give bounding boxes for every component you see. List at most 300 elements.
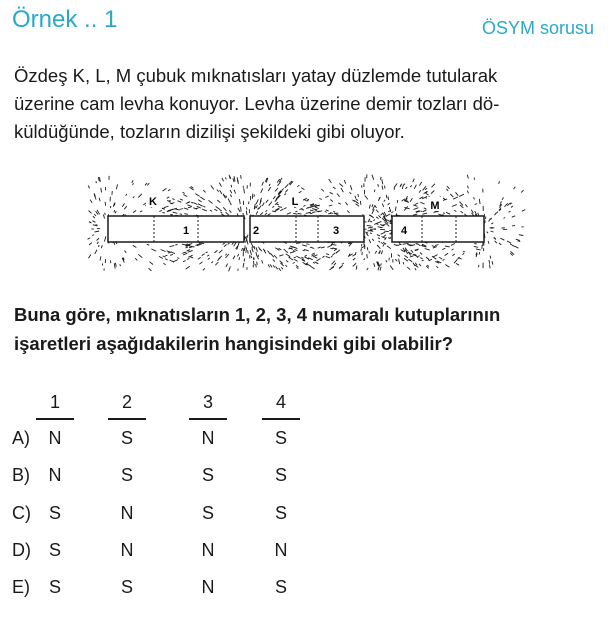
iron-filing: [500, 238, 504, 240]
iron-filing: [491, 223, 493, 224]
iron-filing: [420, 202, 424, 204]
iron-filing: [135, 258, 137, 260]
iron-filing: [414, 185, 416, 189]
iron-filing: [370, 233, 372, 234]
iron-filing: [161, 250, 166, 252]
iron-filing: [200, 197, 204, 200]
iron-filing: [452, 249, 454, 250]
iron-filing: [403, 184, 405, 186]
iron-filing: [522, 210, 525, 212]
iron-filing: [339, 184, 343, 187]
iron-filing: [98, 177, 99, 181]
iron-filing: [88, 186, 89, 189]
iron-filing: [315, 257, 318, 258]
iron-filing: [380, 177, 381, 180]
iron-filing: [377, 235, 380, 236]
option-b-letter[interactable]: B): [12, 465, 30, 485]
iron-filing: [94, 214, 96, 216]
iron-filing: [186, 244, 188, 245]
iron-filing: [390, 266, 393, 270]
iron-filing: [98, 245, 99, 247]
iron-filing: [386, 214, 390, 216]
iron-filing: [365, 196, 368, 200]
iron-filing: [205, 210, 208, 211]
iron-filing: [424, 208, 427, 209]
iron-filing: [114, 263, 115, 268]
iron-filing: [273, 265, 275, 267]
iron-filing: [233, 256, 235, 259]
iron-filing: [149, 268, 152, 271]
iron-filing: [413, 214, 417, 215]
iron-filing: [356, 266, 357, 270]
iron-filing: [383, 225, 386, 226]
iron-filing: [222, 178, 224, 182]
iron-filing: [120, 264, 121, 266]
iron-filing: [170, 254, 173, 255]
iron-filing: [336, 250, 340, 253]
iron-filing: [233, 178, 234, 182]
iron-filing: [479, 199, 480, 204]
option-a-cell: S: [120, 428, 133, 448]
iron-filing: [88, 238, 91, 239]
iron-filing: [175, 245, 177, 246]
iron-filing: [369, 205, 370, 209]
iron-filing: [243, 263, 244, 268]
iron-filing: [410, 185, 412, 187]
iron-filing: [367, 268, 368, 270]
iron-filing: [394, 183, 397, 187]
iron-filing: [273, 196, 275, 199]
iron-filing: [254, 261, 255, 265]
iron-filing: [93, 216, 95, 218]
iron-filing: [417, 243, 421, 245]
header-underline: [108, 418, 146, 420]
header-underline: [36, 418, 74, 420]
option-d-cell: N: [201, 540, 215, 560]
option-c-letter[interactable]: C): [12, 503, 31, 523]
iron-filing: [96, 181, 97, 183]
iron-filing: [378, 215, 381, 218]
iron-filing: [147, 183, 149, 185]
iron-filing: [435, 245, 438, 246]
iron-filing: [379, 241, 381, 242]
iron-filing: [293, 213, 297, 214]
iron-filing: [278, 206, 282, 207]
stem-line: küldüğünde, tozların dizilişi şekildeki gibi oluyor.: [14, 121, 405, 142]
column-header-2: 2: [121, 392, 132, 412]
iron-filing: [88, 255, 91, 259]
iron-filing: [90, 200, 92, 203]
iron-filing: [315, 210, 317, 211]
iron-filing: [426, 193, 429, 195]
iron-filing: [238, 269, 239, 271]
iron-filing: [243, 248, 244, 251]
option-b-cell: N: [48, 465, 62, 485]
iron-filing: [499, 181, 500, 184]
iron-filing: [302, 210, 304, 211]
iron-filing: [322, 256, 324, 258]
iron-filing: [514, 187, 516, 189]
iron-filing: [285, 190, 288, 193]
iron-filing: [378, 238, 380, 239]
iron-filing: [358, 194, 359, 197]
iron-filing: [97, 242, 99, 244]
iron-filing: [410, 256, 414, 257]
iron-filing: [446, 189, 448, 191]
iron-filing: [334, 263, 336, 265]
iron-filing: [188, 207, 191, 208]
iron-filing: [304, 249, 309, 251]
question-line: Buna göre, mıknatısların 1, 2, 3, 4 numaralı kutuplarının: [14, 304, 501, 325]
iron-filing: [304, 199, 307, 200]
iron-filing: [386, 195, 387, 199]
iron-filing: [367, 225, 372, 226]
iron-filing: [433, 255, 437, 257]
iron-filing: [226, 264, 228, 268]
iron-filing: [439, 257, 442, 259]
iron-filing: [265, 213, 267, 215]
iron-filing: [332, 248, 336, 249]
iron-filing: [180, 214, 182, 215]
iron-filing: [125, 251, 127, 253]
iron-filing: [452, 205, 457, 207]
iron-filing: [332, 261, 335, 265]
iron-filing: [342, 263, 344, 264]
option-d-cell: N: [120, 540, 134, 560]
iron-filing: [420, 253, 422, 255]
iron-filing: [504, 218, 506, 219]
iron-filing: [122, 203, 124, 207]
option-e-letter[interactable]: E): [12, 577, 30, 597]
iron-filing: [268, 187, 271, 191]
iron-filing: [254, 246, 255, 249]
iron-filing: [474, 197, 475, 199]
iron-filing: [115, 263, 116, 267]
iron-filing: [279, 255, 283, 256]
option-b-cell: S: [201, 465, 214, 485]
iron-filing: [465, 204, 467, 207]
iron-filing: [399, 244, 402, 245]
iron-filing: [187, 205, 192, 207]
iron-filing: [269, 184, 270, 186]
iron-filing: [367, 247, 368, 250]
iron-filing: [163, 263, 165, 264]
iron-filing: [219, 250, 223, 253]
stem-line: Özdeş K, L, M çubuk mıknatısları yatay düzlemde tutularak: [14, 65, 498, 86]
iron-filing: [164, 206, 169, 208]
iron-filing: [90, 222, 92, 223]
iron-filing: [507, 241, 511, 243]
iron-filing: [147, 244, 150, 245]
iron-filing: [445, 246, 450, 247]
iron-filing: [384, 200, 385, 202]
iron-filing: [133, 211, 136, 213]
iron-filing: [380, 267, 381, 271]
iron-filing: [99, 198, 100, 201]
iron-filing: [266, 210, 268, 211]
iron-filing: [214, 250, 217, 253]
iron-filing: [467, 175, 468, 179]
iron-filing: [382, 204, 383, 208]
iron-filing: [375, 251, 377, 254]
iron-filing: [510, 244, 514, 247]
iron-filing: [372, 239, 374, 241]
iron-filing: [293, 262, 295, 263]
header-underline: [189, 418, 227, 420]
iron-filing: [138, 254, 142, 257]
magnet-label-l: L: [291, 196, 299, 208]
iron-filing: [364, 258, 366, 260]
iron-filing: [198, 204, 203, 207]
option-d-cell: S: [48, 540, 61, 560]
iron-filing: [234, 176, 235, 181]
iron-filing: [165, 259, 168, 260]
iron-filing: [217, 200, 220, 203]
iron-filing: [495, 213, 497, 216]
iron-filing: [260, 249, 262, 252]
iron-filing: [294, 257, 296, 258]
iron-filing: [403, 262, 404, 264]
iron-filing: [315, 207, 319, 209]
iron-filing: [374, 263, 375, 267]
iron-filing: [420, 211, 422, 212]
iron-filing: [183, 192, 185, 193]
iron-filing: [331, 267, 333, 269]
iron-filing: [262, 203, 264, 206]
iron-filing: [275, 248, 278, 250]
iron-filing: [203, 206, 205, 207]
option-e-cell: S: [120, 577, 133, 597]
iron-filing: [467, 191, 468, 194]
iron-filing: [216, 207, 220, 210]
iron-filing: [247, 239, 248, 244]
iron-filing: [350, 192, 352, 194]
iron-filing: [279, 268, 281, 271]
iron-filing: [495, 241, 497, 243]
iron-filing: [360, 201, 361, 205]
iron-filing: [475, 204, 477, 205]
iron-filing: [404, 258, 408, 261]
iron-filing: [494, 237, 496, 239]
iron-filing: [238, 208, 240, 212]
iron-filing: [313, 262, 315, 263]
iron-filing: [186, 247, 188, 248]
iron-filing: [256, 264, 257, 267]
iron-filing: [415, 263, 417, 266]
iron-filing: [373, 220, 375, 221]
iron-filing: [490, 256, 491, 259]
iron-filing: [186, 266, 190, 269]
iron-filing: [383, 235, 386, 237]
iron-filing: [189, 247, 192, 248]
pole-label-1: 1: [182, 225, 190, 237]
iron-filing: [219, 209, 221, 211]
iron-filing: [307, 200, 309, 201]
iron-filing: [230, 202, 231, 205]
iron-filing: [256, 247, 257, 251]
iron-filing: [432, 184, 436, 188]
iron-filing: [395, 259, 397, 261]
iron-filing: [195, 194, 199, 197]
iron-filing: [514, 246, 518, 248]
iron-filing: [244, 188, 245, 193]
iron-filing: [219, 183, 221, 187]
iron-filing: [284, 249, 286, 250]
iron-filing: [319, 198, 322, 199]
iron-filing: [270, 253, 273, 257]
iron-filing: [284, 194, 286, 196]
option-d-letter[interactable]: D): [12, 540, 31, 560]
iron-filing: [251, 256, 252, 258]
iron-filing: [229, 175, 230, 179]
iron-filing: [511, 206, 513, 208]
iron-filing: [299, 191, 302, 193]
iron-filing: [180, 199, 183, 200]
iron-filing: [183, 253, 187, 255]
iron-filing: [170, 215, 173, 216]
iron-filing: [452, 254, 454, 256]
iron-filing: [126, 194, 127, 196]
iron-filing: [419, 190, 421, 192]
iron-filing: [105, 202, 106, 206]
iron-filing: [97, 238, 99, 240]
iron-filing: [388, 211, 390, 212]
iron-filing: [409, 259, 413, 262]
iron-filing: [287, 213, 291, 215]
pole-label-4: 4: [400, 225, 408, 237]
iron-filing: [133, 183, 134, 185]
option-a-letter[interactable]: A): [12, 428, 30, 448]
iron-filing: [367, 234, 368, 236]
iron-filing: [114, 242, 115, 244]
iron-filing: [247, 235, 249, 240]
iron-filing: [333, 253, 335, 255]
iron-filing: [385, 186, 386, 189]
iron-filing: [276, 204, 279, 205]
option-e-cell: S: [48, 577, 61, 597]
iron-filing: [376, 217, 378, 219]
iron-filing: [177, 258, 179, 259]
iron-filing: [519, 235, 524, 236]
iron-filing: [413, 179, 415, 183]
iron-filing: [297, 185, 299, 187]
iron-filing: [490, 231, 493, 232]
iron-filing: [187, 250, 190, 251]
iron-filing: [353, 258, 356, 260]
iron-filing: [268, 264, 269, 267]
iron-filing: [378, 184, 379, 187]
iron-filing: [450, 194, 453, 197]
iron-filing: [311, 266, 315, 269]
iron-filing: [415, 268, 416, 270]
iron-filing: [220, 212, 222, 213]
iron-filing: [228, 243, 230, 245]
iron-filing: [183, 261, 186, 262]
iron-filing: [381, 263, 382, 265]
iron-filing: [89, 243, 92, 245]
iron-filing: [431, 191, 434, 194]
iron-filing: [241, 175, 242, 179]
iron-filing: [256, 252, 257, 256]
iron-filing: [178, 201, 182, 203]
iron-filing: [377, 221, 381, 223]
iron-filing: [383, 242, 386, 244]
iron-filing: [330, 200, 332, 202]
iron-filing: [114, 210, 115, 212]
iron-filing: [281, 267, 283, 269]
iron-filing: [165, 255, 167, 256]
iron-filing: [512, 216, 515, 217]
iron-filing: [353, 263, 356, 266]
iron-filing: [186, 202, 190, 203]
iron-filing: [420, 258, 422, 259]
iron-filing: [383, 244, 384, 247]
iron-filing: [303, 250, 305, 251]
iron-filing: [307, 244, 310, 245]
iron-filing: [208, 258, 210, 260]
iron-filing: [218, 257, 221, 261]
iron-filing: [285, 265, 287, 267]
iron-filing: [249, 201, 250, 204]
iron-filing: [296, 256, 301, 258]
iron-filing: [302, 245, 307, 246]
iron-filing: [145, 183, 147, 185]
iron-filing: [101, 188, 102, 193]
iron-filing: [497, 212, 498, 214]
magnet-l: [250, 216, 364, 242]
stem-line: üzerine cam levha konuyor. Levha üzerine demir tozları dö-: [14, 93, 500, 114]
iron-filing: [92, 221, 95, 223]
pole-label-3: 3: [332, 225, 340, 237]
iron-filing: [372, 204, 373, 207]
option-c-cell: N: [120, 503, 134, 523]
iron-filing: [210, 210, 212, 211]
iron-filing: [471, 210, 473, 213]
iron-filing: [285, 185, 288, 188]
iron-filing: [310, 247, 314, 248]
iron-filing: [198, 257, 201, 259]
iron-filing: [140, 211, 142, 212]
iron-filing: [456, 192, 459, 195]
iron-filing: [456, 263, 459, 265]
iron-filing: [502, 198, 504, 200]
iron-filing: [184, 208, 188, 210]
iron-filing: [246, 211, 247, 216]
iron-filing: [275, 188, 278, 191]
iron-filing: [415, 203, 418, 205]
iron-filing: [318, 247, 321, 248]
iron-filing: [257, 262, 258, 265]
iron-filing: [370, 221, 373, 222]
iron-filing: [187, 258, 189, 259]
iron-filing: [224, 244, 227, 246]
iron-filing: [217, 190, 219, 192]
iron-filing: [346, 202, 348, 205]
iron-filing: [419, 182, 421, 186]
iron-filing: [151, 249, 156, 251]
iron-filing: [443, 259, 445, 260]
iron-filing: [268, 214, 271, 216]
iron-filing: [220, 190, 222, 194]
iron-filing: [215, 262, 218, 265]
iron-filing: [296, 265, 299, 267]
magnet-label-k: K: [149, 196, 157, 208]
iron-filing: [327, 245, 332, 247]
iron-filing: [92, 235, 94, 236]
iron-filing: [284, 208, 287, 209]
iron-filing: [207, 255, 209, 256]
source-label: ÖSYM sorusu: [481, 18, 594, 38]
